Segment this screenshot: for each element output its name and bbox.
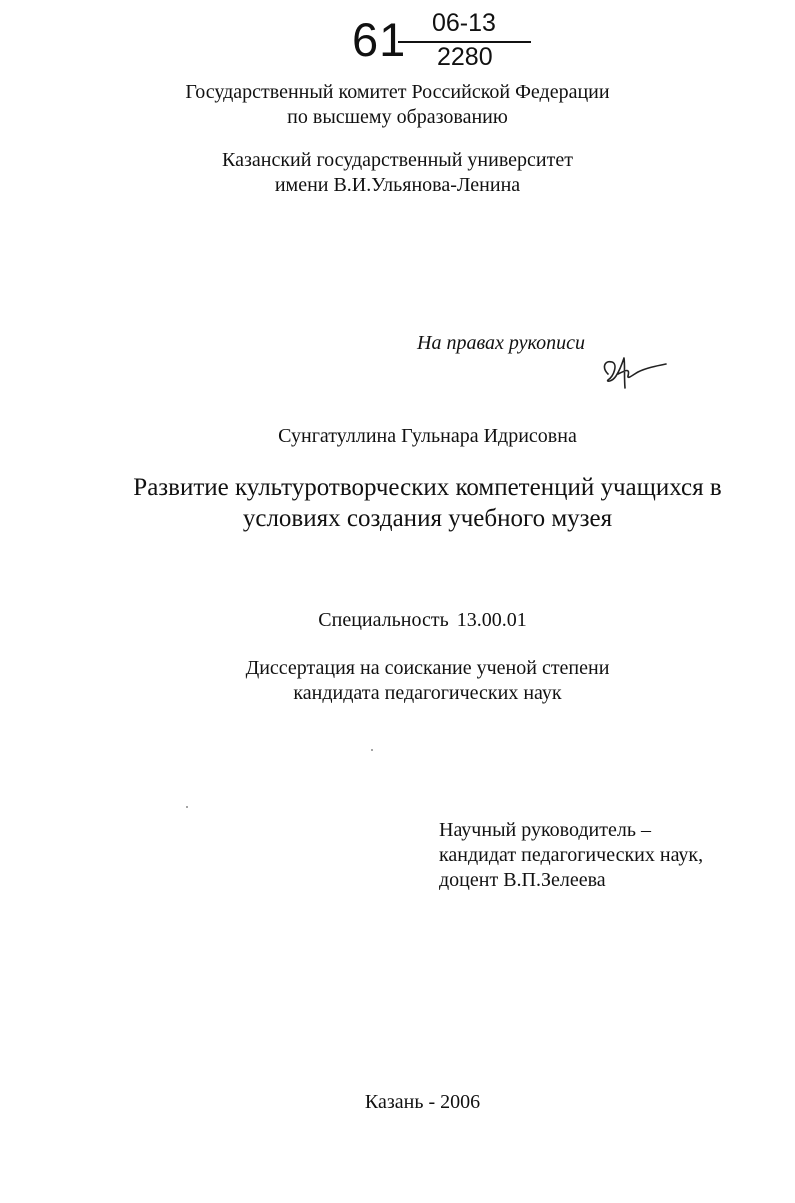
supervisor-line-3: доцент В.П.Зелеева: [439, 869, 606, 891]
degree-line-1: Диссертация на соискание ученой степени: [245, 657, 610, 679]
university-heading: [0, 148, 795, 198]
title-line-1: Развитие культуротворческих компетенций учащихся в: [133, 474, 722, 501]
dissertation-title: [0, 472, 795, 534]
archive-stamp-top: 06-13: [432, 9, 496, 37]
manuscript-note: На правах рукописи: [417, 332, 585, 354]
place-year: Казань - 2006: [364, 1091, 481, 1113]
committee-line-1: Государственный комитет Российской Федерации: [185, 81, 610, 103]
archive-stamp-bottom: 2280: [437, 43, 493, 71]
specialty-code: 13.00.01: [456, 609, 527, 631]
author-name: Сунгатуллина Гульнара Идрисовна: [278, 425, 577, 447]
degree-statement: [0, 656, 795, 706]
committee-line-2: по высшему образованию: [287, 106, 508, 128]
committee-heading: [0, 80, 795, 130]
specialty: [0, 608, 795, 632]
supervisor-line-1: Научный руководитель –: [439, 819, 651, 841]
archive-stamp-number: 61: [352, 13, 407, 66]
specialty-label: Специальность: [318, 609, 449, 631]
university-line-2: имени В.И.Ульянова-Ленина: [274, 174, 521, 196]
degree-line-2: кандидата педагогических наук: [293, 682, 562, 704]
supervisor-line-2: кандидат педагогических наук,: [439, 844, 704, 866]
university-line-1: Казанский государственный университет: [222, 149, 573, 171]
scan-speck: [371, 749, 373, 751]
title-line-2: условиях создания учебного музея: [242, 505, 613, 532]
scan-speck: [186, 806, 188, 808]
signature-icon: [598, 346, 670, 396]
supervisor-block: [439, 818, 703, 893]
